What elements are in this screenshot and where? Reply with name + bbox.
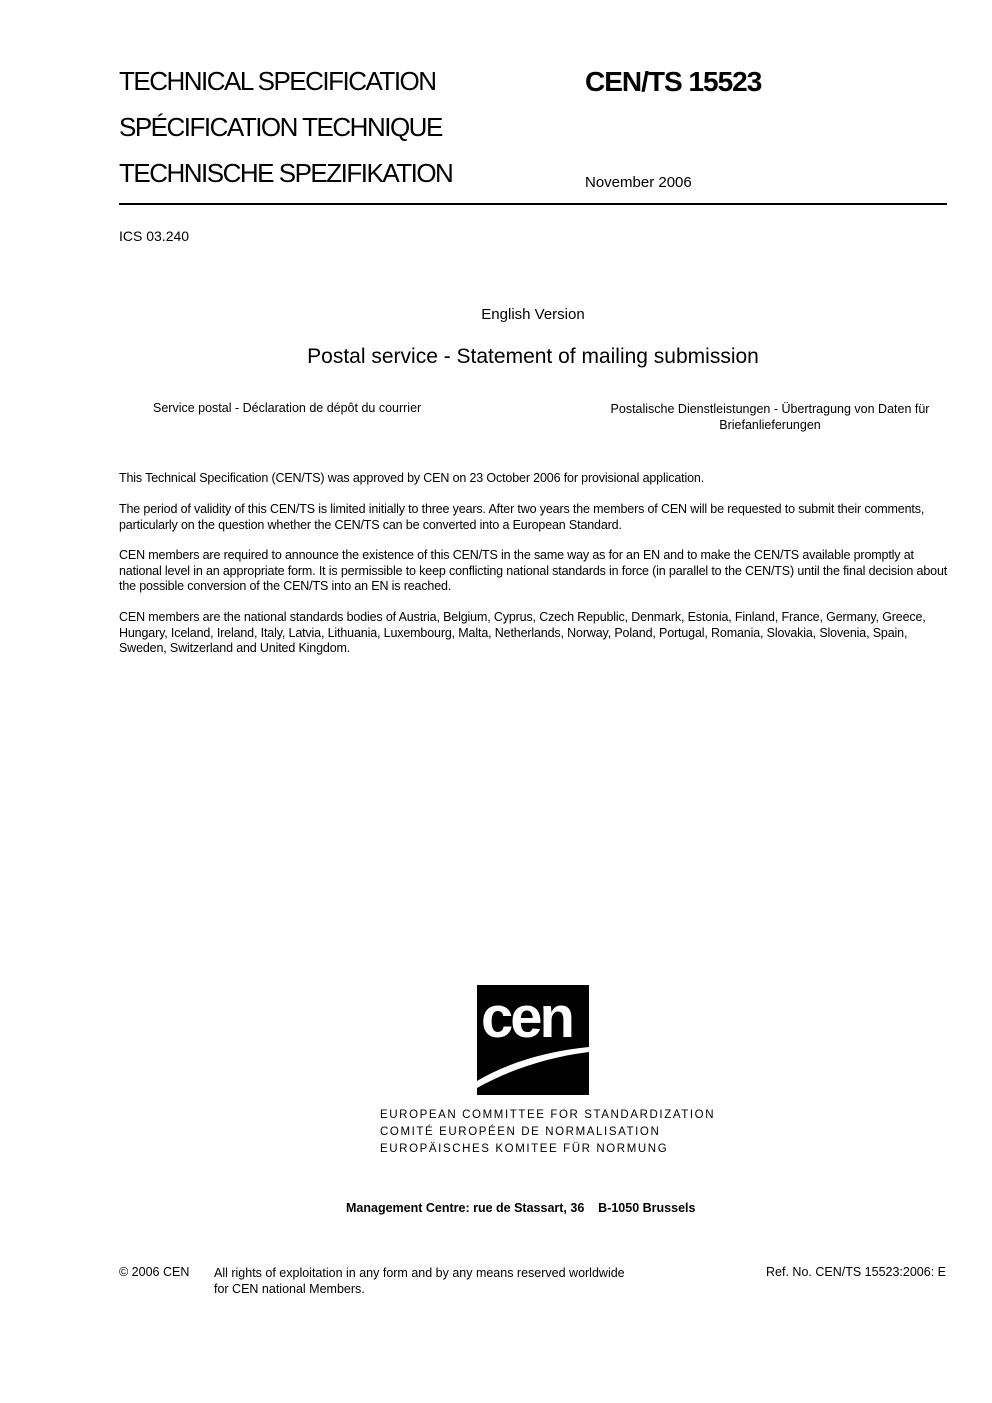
cen-logo [477, 985, 589, 1095]
management-centre: Management Centre: rue de Stassart, 36 B-1050 Brussels [346, 1201, 696, 1215]
paragraph-members: CEN members are the national standards bodies of Austria, Belgium, Cyprus, Czech Republic, Denmark, Estonia, Finland, France, Germany, Greece, Hungary, Iceland, Ireland, Italy, Latvia, Lithuania, Luxembourg, Malta, Netherlands, Norway, Poland, Portugal, Romania, Slovakia, Slovenia, Spain, Sweden, Switzerland and United Kingdom. [119, 610, 926, 655]
paragraph-validity: The period of validity of this CEN/TS is limited initially to three years. After two years the members of CEN will be requested to submit their comments, particularly on the question whether the CEN/TS can be converted into a European Standard. [119, 502, 925, 532]
paragraph-announcement: CEN members are required to announce the existence of this CEN/TS in the same way as for an EN and to make the CEN/TS available promptly at national level in an appropriate form. It is permissible to keep conflicting national standards in force (in parallel to the CEN/TS) until the final decision about the possible conversion of the CEN/TS into an EN is reached. [119, 548, 948, 593]
spec-title-en: TECHNICAL SPECIFICATION [119, 66, 436, 96]
spec-title-fr: SPÉCIFICATION TECHNIQUE [119, 112, 442, 142]
document-number: CEN/TS 15523 [585, 66, 762, 97]
ics-code: ICS 03.240 [119, 228, 190, 244]
reference-number: Ref. No. CEN/TS 15523:2006: E [766, 1265, 946, 1279]
spec-title-de: TECHNISCHE SPEZIFIKATION [119, 158, 453, 188]
cen-logo-text: cen [481, 985, 572, 1050]
document-title: Postal service - Statement of mailing submission [307, 345, 759, 368]
cen-logo-graphic [477, 985, 589, 1095]
title-german: Postalische Dienstleistungen - Übertragung von Daten für Briefanlieferungen [610, 402, 930, 432]
rights-statement: All rights of exploitation in any form and by any means reserved worldwide for CEN national Members. [214, 1266, 625, 1296]
org-name-de: EUROPÄISCHES KOMITEE FÜR NORMUNG [380, 1143, 669, 1155]
header-divider [119, 203, 947, 205]
copyright: © 2006 CEN [119, 1265, 190, 1279]
version-label: English Version [481, 306, 585, 323]
org-name-en: EUROPEAN COMMITTEE FOR STANDARDIZATION [380, 1109, 716, 1121]
publication-date: November 2006 [585, 174, 692, 191]
paragraph-approval: This Technical Specification (CEN/TS) was approved by CEN on 23 October 2006 for provisional application. [119, 471, 705, 485]
org-name-fr: COMITÉ EUROPÉEN DE NORMALISATION [380, 1126, 661, 1138]
title-french: Service postal - Déclaration de dépôt du courrier [153, 401, 422, 415]
